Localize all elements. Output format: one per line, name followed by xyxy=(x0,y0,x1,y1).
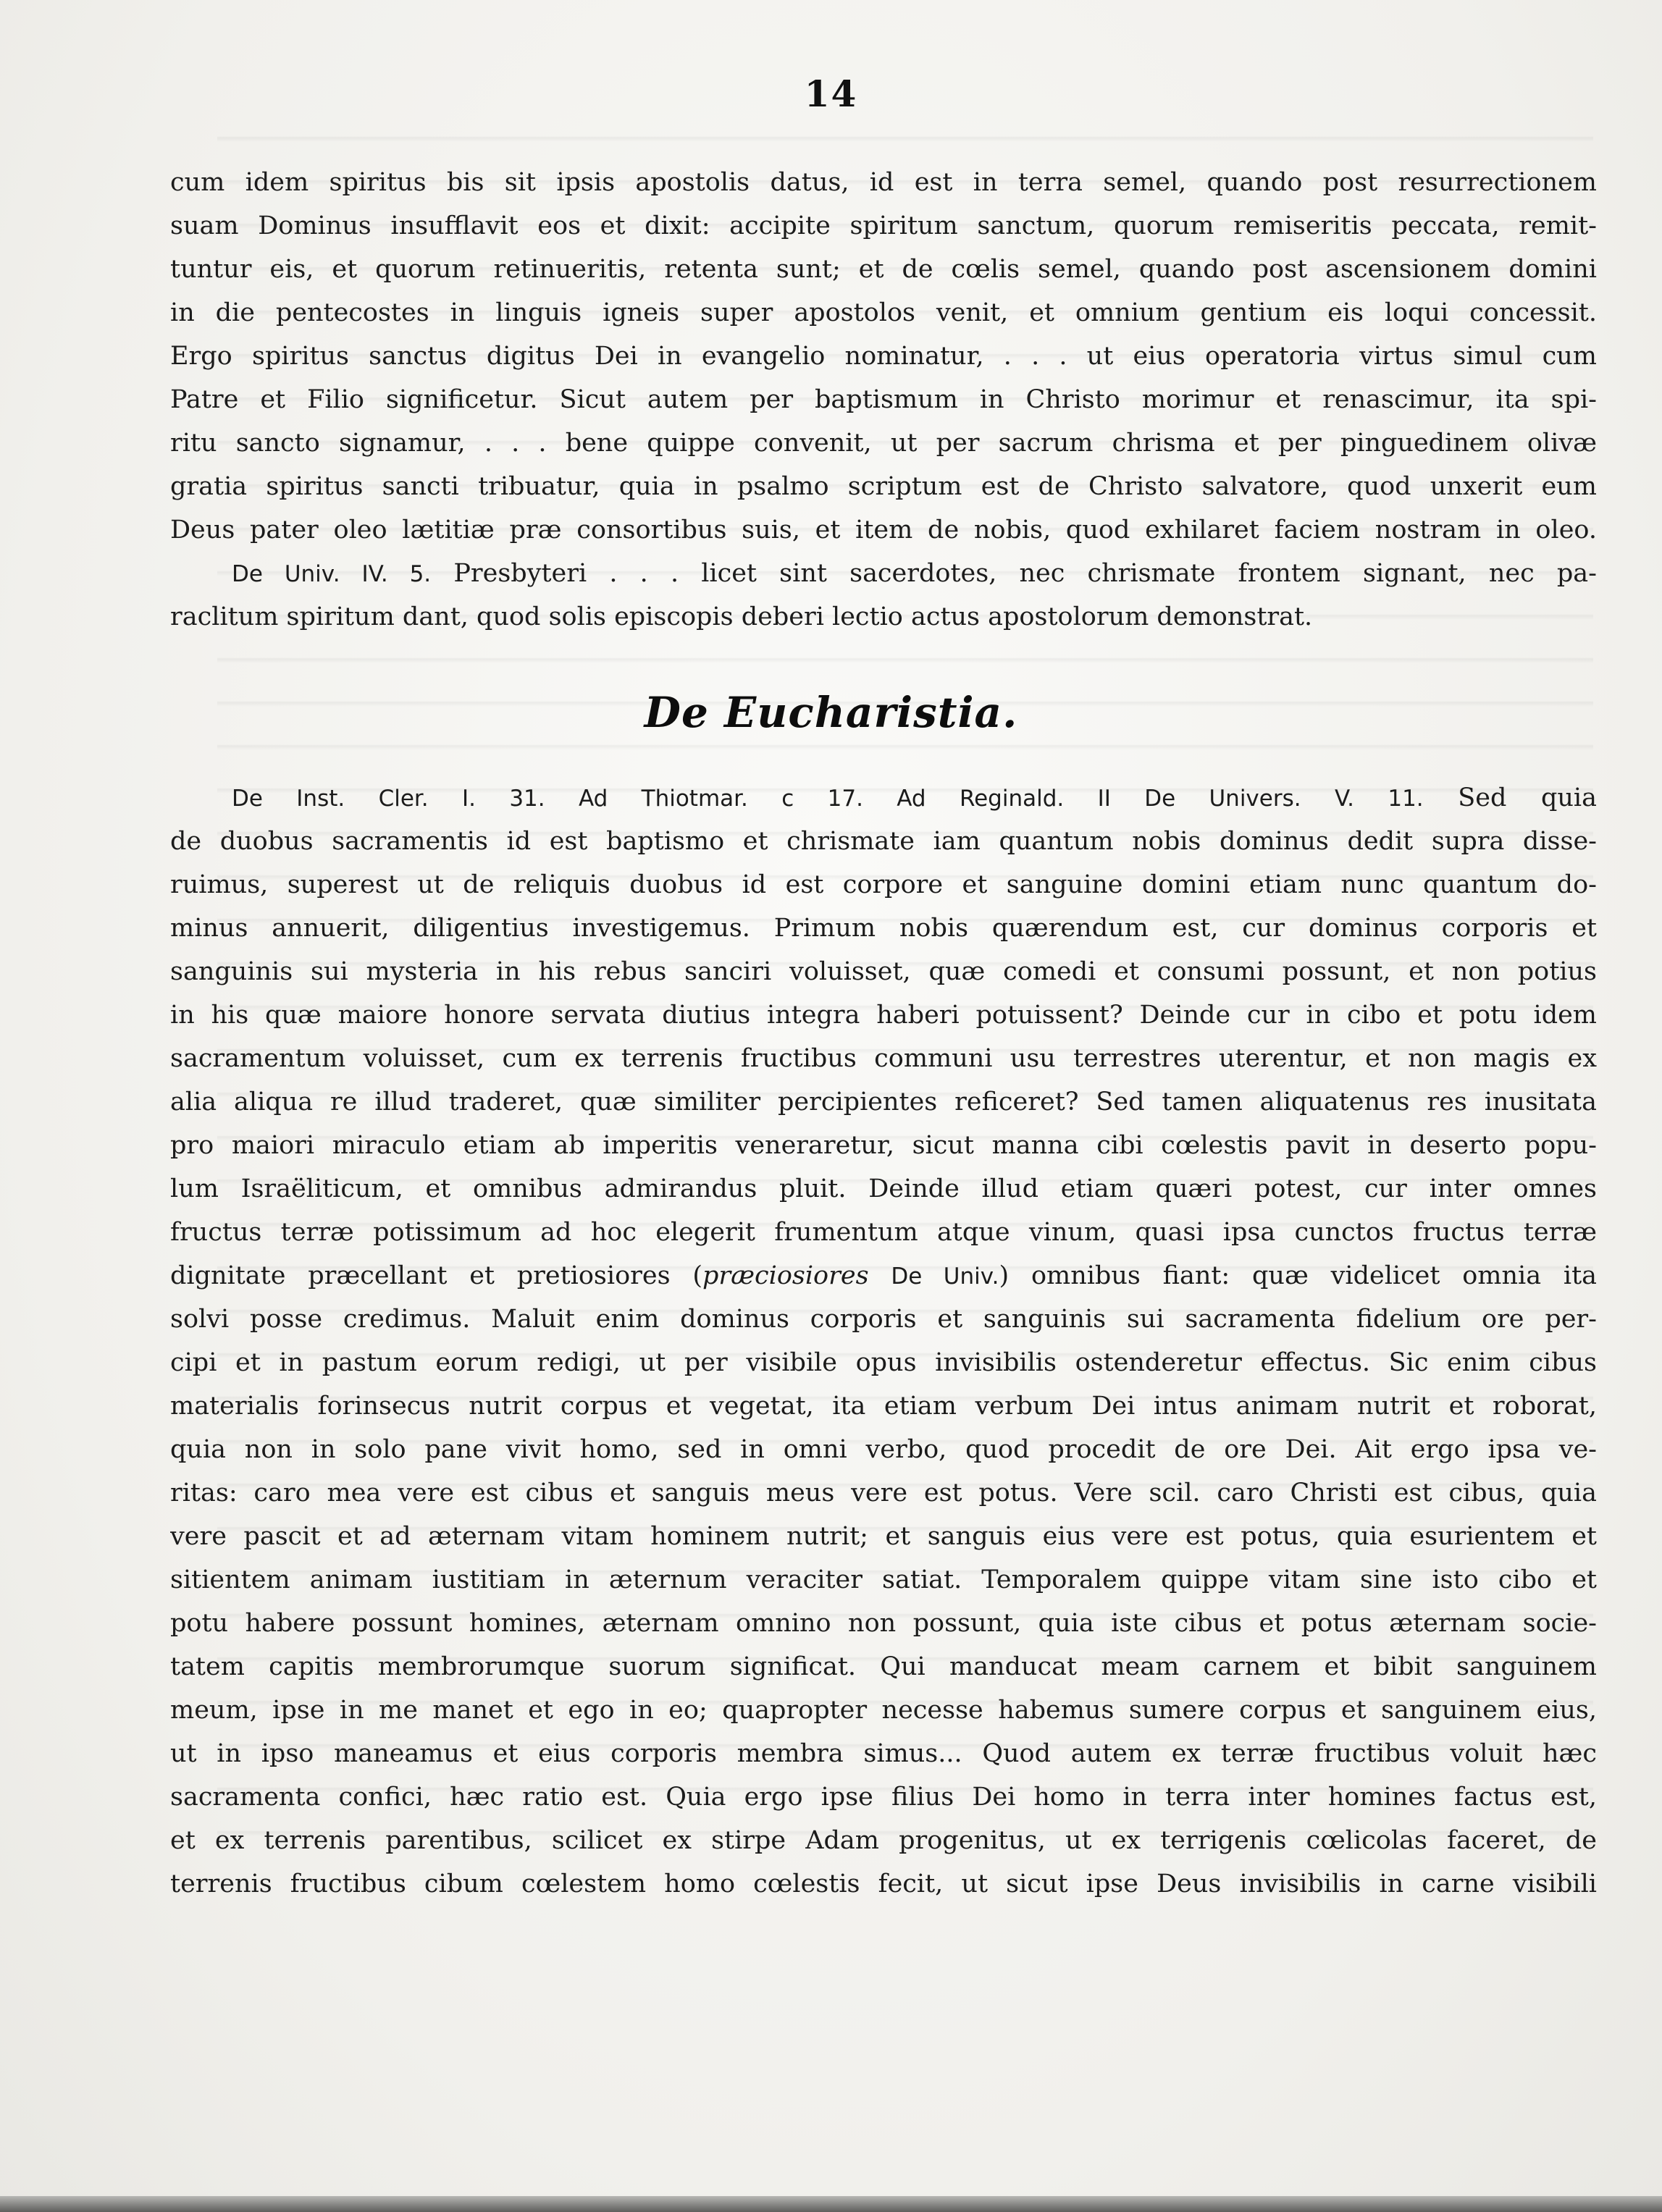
text-span: Sed quia xyxy=(1458,783,1597,812)
text-line: tuntur eis, et quorum retinueritis, retenta sunt; et de cœlis semel, quando post ascensionem domini xyxy=(170,255,1597,284)
section-heading: De Eucharistia. xyxy=(644,688,1018,737)
text-line-with-variant xyxy=(170,1254,1597,1298)
text-line: sacramenta confici, hæc ratio est. Quia ergo ipse filius Dei homo in terra inter homines factus est, xyxy=(170,1783,1597,1812)
paragraph-eucharist xyxy=(170,776,1597,1906)
text-line: quia non in solo pane vivit homo, sed in omni verbo, quod procedit de ore Dei. Ait ergo ipsa ve- xyxy=(170,1435,1597,1464)
text-line: Ergo spiritus sanctus digitus Dei in evangelio nominatur, . . . ut eius operatoria virtus simul cum xyxy=(170,342,1597,371)
source-reference: De Inst. Cler. I. 31. Ad Thiotmar. c 17. Ad Reginald. II De Univers. V. 11. xyxy=(232,786,1424,812)
text-line: de duobus sacramentis id est baptismo et chrismate iam quantum nobis dominus dedit supra disse- xyxy=(170,827,1597,856)
text-line: ritu sancto signamur, . . . bene quippe convenit, ut per sacrum chrisma et per pinguedinem olivæ xyxy=(170,429,1597,458)
text-line-with-reference xyxy=(170,776,1597,820)
variant-reading: præciosiores xyxy=(702,1261,869,1290)
text-line: sanguinis sui mysteria in his rebus sanciri voluisset, quæ comedi et consumi possunt, et non potius xyxy=(170,957,1597,986)
text-line: alia aliqua re illud traderet, quæ similiter percipientes reficeret? Sed tamen aliquatenus res inusitata xyxy=(170,1088,1597,1116)
text-line: fructus terræ potissimum ad hoc elegerit frumentum atque vinum, quasi ipsa cunctos fructus terræ xyxy=(170,1218,1597,1247)
text-line: in die pentecostes in linguis igneis super apostolos venit, et omnium gentium eis loqui concessit. xyxy=(170,298,1597,327)
source-reference: De Univ. xyxy=(891,1263,999,1290)
text-line: suam Dominus insufflavit eos et dixit: accipite spiritum sanctum, quorum remiseritis peccata, remit- xyxy=(170,211,1597,240)
source-reference: De Univ. IV. 5. xyxy=(232,561,432,587)
text-line: Deus pater oleo lætitiæ præ consortibus suis, et item de nobis, quod exhilaret faciem nostram in oleo. xyxy=(170,516,1597,544)
page-number: 14 xyxy=(804,72,858,115)
text-line: ruimus, superest ut de reliquis duobus id est corpore et sanguine domini etiam nunc quantum do- xyxy=(170,870,1597,899)
text-span: Presbyteri . . . licet sint sacerdotes, nec chrismate frontem signant, nec pa- xyxy=(453,559,1597,588)
text-line: gratia spiritus sancti tribuatur, quia in psalmo scriptum est de Christo salvatore, quod unxerit eum xyxy=(170,472,1597,501)
text-line: cum idem spiritus bis sit ipsis apostolis datus, id est in terra semel, quando post resurrectionem xyxy=(170,168,1597,197)
page-bottom-edge xyxy=(0,2196,1662,2212)
text-line: meum, ipse in me manet et ego in eo; quapropter necesse habemus sumere corpus et sanguinem eius, xyxy=(170,1696,1597,1725)
text-line: sacramentum voluisset, cum ex terrenis fructibus communi usu terrestres uterentur, et non magis ex xyxy=(170,1044,1597,1073)
text-line: vere pascit et ad æternam vitam hominem nutrit; et sanguis eius vere est potus, quia esurientem et xyxy=(170,1522,1597,1551)
text-line: cipi et in pastum eorum redigi, ut per visibile opus invisibilis ostenderetur effectus. Sic enim cibus xyxy=(170,1348,1597,1377)
text-line: lum Israëliticum, et omnibus admirandus pluit. Deinde illud etiam quæri potest, cur inter omnes xyxy=(170,1174,1597,1203)
text-line-with-reference xyxy=(170,552,1597,595)
text-line: Patre et Filio significetur. Sicut autem per baptismum in Christo morimur et renascimur, ita spi- xyxy=(170,385,1597,414)
text-line: potu habere possunt homines, æternam omnino non possunt, quia iste cibus et potus æternam socie- xyxy=(170,1609,1597,1638)
text-line: raclitum spiritum dant, quod solis episcopis deberi lectio actus apostolorum demonstrat. xyxy=(170,602,1313,631)
text-line: ut in ipso maneamus et eius corporis membra simus... Quod autem ex terræ fructibus voluit hæc xyxy=(170,1739,1597,1768)
text-line: ritas: caro mea vere est cibus et sanguis meus vere est potus. Vere scil. caro Christi est cibus, quia xyxy=(170,1479,1597,1507)
text-line: solvi posse credimus. Maluit enim dominus corporis et sanguinis sui sacramenta fidelium ore per- xyxy=(170,1305,1597,1334)
text-span: ) omnibus fiant: quæ videlicet omnia ita xyxy=(999,1261,1597,1290)
text-line: terrenis fructibus cibum cœlestem homo cœlestis fecit, ut sicut ipse Deus invisibilis in carne visibili xyxy=(170,1870,1597,1898)
text-line: sitientem animam iustitiam in æternum veraciter satiat. Temporalem quippe vitam sine isto cibo et xyxy=(170,1565,1597,1594)
text-line: et ex terrenis parentibus, scilicet ex stirpe Adam progenitus, ut ex terrigenis cœlicolas faceret, de xyxy=(170,1826,1597,1855)
text-line: in his quæ maiore honore servata diutius integra haberi potuissent? Deinde cur in cibo et potu idem xyxy=(170,1001,1597,1030)
text-line: materialis forinsecus nutrit corpus et vegetat, ita etiam verbum Dei intus animam nutrit et roborat, xyxy=(170,1392,1597,1421)
text-span: dignitate præcellant et pretiosiores ( xyxy=(170,1261,702,1290)
text-line: pro maiori miraculo etiam ab imperitis veneraretur, sicut manna cibi cœlestis pavit in deserto popu- xyxy=(170,1131,1597,1160)
text-line: tatem capitis membrorumque suorum significat. Qui manducat meam carnem et bibit sanguinem xyxy=(170,1652,1597,1681)
text-line: minus annuerit, diligentius investigemus. Primum nobis quærendum est, cur dominus corporis et xyxy=(170,914,1597,943)
paragraph-confirmation xyxy=(170,161,1597,639)
